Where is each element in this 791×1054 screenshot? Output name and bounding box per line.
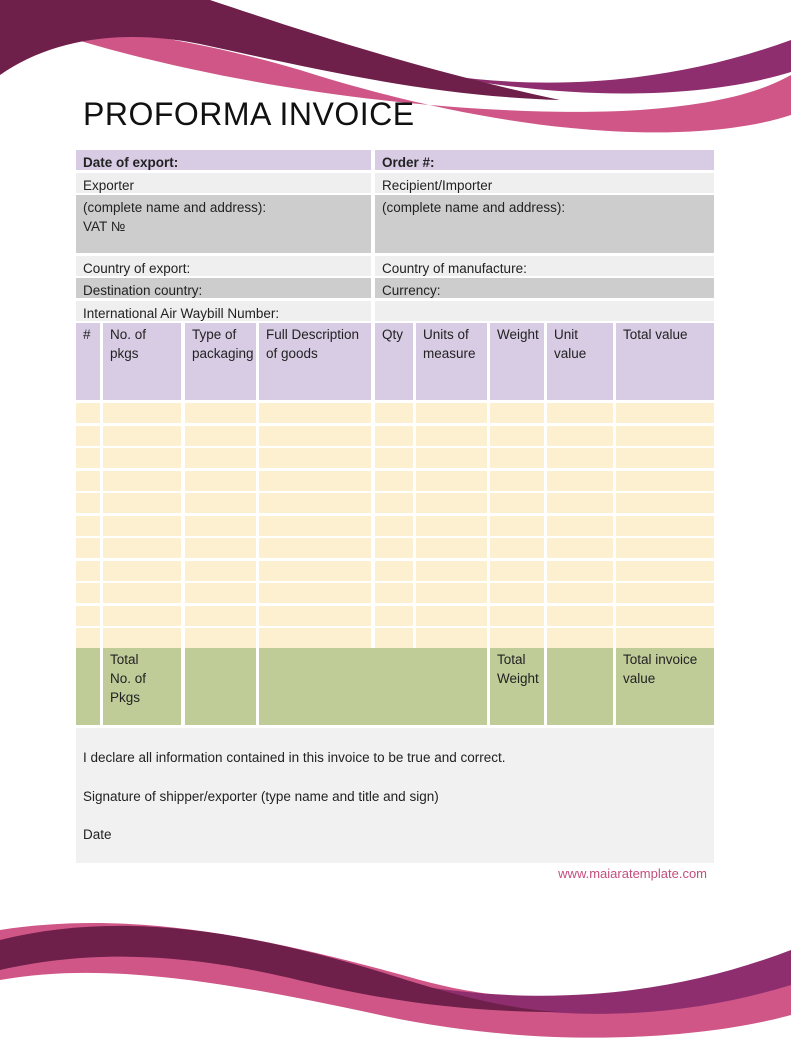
item-cell[interactable] <box>76 448 100 468</box>
exporter-label: Exporter <box>76 173 371 193</box>
item-cell[interactable] <box>103 561 181 581</box>
item-cell[interactable] <box>259 493 371 513</box>
order-number-field[interactable]: Order #: <box>375 150 714 170</box>
item-cell[interactable] <box>416 516 487 536</box>
item-cell[interactable] <box>547 493 613 513</box>
item-cell[interactable] <box>259 606 371 626</box>
item-cell[interactable] <box>185 448 256 468</box>
item-cell[interactable] <box>490 561 544 581</box>
item-cell[interactable] <box>547 448 613 468</box>
waybill-value[interactable] <box>375 301 714 321</box>
item-cell[interactable] <box>375 403 413 423</box>
item-cell[interactable] <box>547 606 613 626</box>
item-cell[interactable] <box>616 628 714 648</box>
item-cell[interactable] <box>547 516 613 536</box>
item-cell[interactable] <box>375 606 413 626</box>
item-cell[interactable] <box>185 516 256 536</box>
item-cell[interactable] <box>616 448 714 468</box>
item-cell[interactable] <box>185 538 256 558</box>
item-cell[interactable] <box>185 606 256 626</box>
item-cell[interactable] <box>185 583 256 603</box>
country-of-export-field[interactable]: Country of export: <box>76 256 371 276</box>
total-pkgs-label: Total No. of Pkgs <box>103 648 181 725</box>
col-header-unit-value: Unit value <box>547 323 613 400</box>
totals-cell-unit-value[interactable] <box>547 648 613 725</box>
exporter-address-field[interactable] <box>76 195 371 253</box>
item-cell[interactable] <box>103 471 181 491</box>
item-cell[interactable] <box>375 538 413 558</box>
currency-field[interactable]: Currency: <box>375 278 714 298</box>
signature-label[interactable]: Signature of shipper/exporter (type name and title and sign) <box>83 789 439 804</box>
item-cell[interactable] <box>616 426 714 446</box>
col-header-total-value: Total value <box>616 323 714 400</box>
item-cell[interactable] <box>375 561 413 581</box>
item-cell[interactable] <box>616 561 714 581</box>
item-cell[interactable] <box>185 471 256 491</box>
col-header-pkgs: No. of pkgs <box>103 323 181 400</box>
item-cell[interactable] <box>616 493 714 513</box>
item-cell[interactable] <box>375 493 413 513</box>
item-cell[interactable] <box>76 606 100 626</box>
total-weight-label: Total Weight <box>490 648 544 725</box>
item-cell[interactable] <box>103 426 181 446</box>
item-cell[interactable] <box>416 448 487 468</box>
totals-cell-number <box>76 648 100 725</box>
item-cell[interactable] <box>103 448 181 468</box>
item-cell[interactable] <box>185 628 256 648</box>
item-cell[interactable] <box>616 606 714 626</box>
item-cell[interactable] <box>259 538 371 558</box>
item-cell[interactable] <box>547 583 613 603</box>
item-cell[interactable] <box>76 426 100 446</box>
item-cell[interactable] <box>490 426 544 446</box>
item-cell[interactable] <box>259 583 371 603</box>
item-cell[interactable] <box>259 561 371 581</box>
item-cell[interactable] <box>76 628 100 648</box>
item-cell[interactable] <box>490 471 544 491</box>
destination-country-field[interactable]: Destination country: <box>76 278 371 298</box>
totals-cell-packaging[interactable] <box>185 648 256 725</box>
col-header-units: Units of measure <box>416 323 487 400</box>
item-cell[interactable] <box>185 561 256 581</box>
col-header-number: # <box>76 323 100 400</box>
col-header-qty: Qty <box>375 323 413 400</box>
vat-label: VAT № <box>83 219 126 234</box>
item-cell[interactable] <box>259 448 371 468</box>
item-cell[interactable] <box>103 583 181 603</box>
col-header-weight: Weight <box>490 323 544 400</box>
item-cell[interactable] <box>416 561 487 581</box>
item-cell[interactable] <box>416 583 487 603</box>
item-cell[interactable] <box>547 471 613 491</box>
declaration-box <box>76 728 714 863</box>
item-cell[interactable] <box>375 583 413 603</box>
item-cell[interactable] <box>490 493 544 513</box>
item-cell[interactable] <box>76 403 100 423</box>
item-cell[interactable] <box>416 606 487 626</box>
item-cell[interactable] <box>490 403 544 423</box>
exporter-address-label: (complete name and address): <box>83 200 267 215</box>
item-cell[interactable] <box>76 493 100 513</box>
col-header-packaging: Type of packaging <box>185 323 256 400</box>
totals-cell-description[interactable] <box>259 648 487 725</box>
total-invoice-value-label: Total invoice value <box>616 648 714 725</box>
item-cell[interactable] <box>375 426 413 446</box>
item-cell[interactable] <box>490 516 544 536</box>
item-cell[interactable] <box>259 426 371 446</box>
item-cell[interactable] <box>103 538 181 558</box>
item-cell[interactable] <box>375 471 413 491</box>
item-cell[interactable] <box>103 403 181 423</box>
item-cell[interactable] <box>616 403 714 423</box>
item-cell[interactable] <box>616 471 714 491</box>
item-cell[interactable] <box>185 403 256 423</box>
item-cell[interactable] <box>375 516 413 536</box>
item-cell[interactable] <box>76 561 100 581</box>
declaration-statement: I declare all information contained in this invoice to be true and correct. <box>83 750 506 765</box>
item-cell[interactable] <box>259 471 371 491</box>
item-cell[interactable] <box>259 516 371 536</box>
item-cell[interactable] <box>416 403 487 423</box>
waybill-field[interactable]: International Air Waybill Number: <box>76 301 371 321</box>
page-title: PROFORMA INVOICE <box>83 96 415 132</box>
item-cell[interactable] <box>76 538 100 558</box>
item-cell[interactable] <box>616 583 714 603</box>
item-cell[interactable] <box>416 628 487 648</box>
recipient-label: Recipient/Importer <box>375 173 714 193</box>
col-header-description: Full Description of goods <box>259 323 371 400</box>
item-cell[interactable] <box>490 583 544 603</box>
item-cell[interactable] <box>76 516 100 536</box>
item-cell[interactable] <box>259 403 371 423</box>
item-cell[interactable] <box>103 493 181 513</box>
item-cell[interactable] <box>416 493 487 513</box>
item-cell[interactable] <box>616 538 714 558</box>
item-cell[interactable] <box>490 448 544 468</box>
item-cell[interactable] <box>185 426 256 446</box>
item-cell[interactable] <box>547 628 613 648</box>
item-cell[interactable] <box>547 403 613 423</box>
item-cell[interactable] <box>259 628 371 648</box>
country-of-manufacture-field[interactable]: Country of manufacture: <box>375 256 714 276</box>
item-cell[interactable] <box>616 516 714 536</box>
bottom-wave-decoration <box>0 900 791 1054</box>
item-cell[interactable] <box>375 628 413 648</box>
item-cell[interactable] <box>103 516 181 536</box>
item-cell[interactable] <box>416 471 487 491</box>
item-cell[interactable] <box>416 426 487 446</box>
recipient-address-label: (complete name and address): <box>382 200 566 215</box>
date-label[interactable]: Date <box>83 827 112 842</box>
item-cell[interactable] <box>490 628 544 648</box>
item-cell[interactable] <box>547 538 613 558</box>
item-cell[interactable] <box>547 561 613 581</box>
item-cell[interactable] <box>490 606 544 626</box>
item-cell[interactable] <box>547 426 613 446</box>
item-cell[interactable] <box>416 538 487 558</box>
website-link[interactable]: www.maiaratemplate.com <box>558 866 707 881</box>
date-of-export-field[interactable]: Date of export: <box>76 150 371 170</box>
item-cell[interactable] <box>375 448 413 468</box>
item-cell[interactable] <box>185 493 256 513</box>
item-cell[interactable] <box>490 538 544 558</box>
recipient-address-field[interactable] <box>375 195 714 253</box>
item-cell[interactable] <box>76 583 100 603</box>
item-cell[interactable] <box>103 628 181 648</box>
item-cell[interactable] <box>76 471 100 491</box>
item-cell[interactable] <box>103 606 181 626</box>
